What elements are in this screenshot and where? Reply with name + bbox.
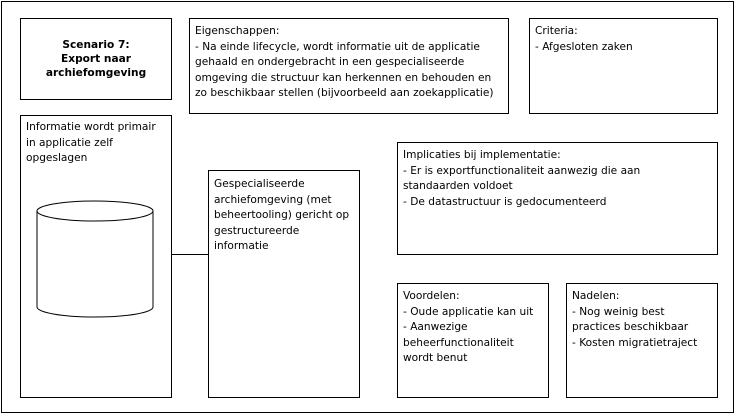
nadelen-box [566, 283, 718, 398]
implicaties-box [397, 142, 718, 255]
criteria-box [529, 18, 718, 114]
scenario-title-box [20, 18, 172, 100]
informatie-line-1: Informatie wordt primair [26, 121, 156, 133]
voordelen-line-4: wordt benut [403, 352, 468, 364]
eigenschappen-box [189, 18, 509, 114]
eigenschappen-line-2: gehaald en ondergebracht in een gespecialiseerde [195, 56, 465, 68]
voordelen-box [397, 283, 549, 398]
scenario-title-line-2: Export naar [61, 53, 131, 65]
archiefomgeving-line-1: Gespecialiseerde [214, 178, 305, 190]
implicaties-line-1: - Er is exportfunctionaliteit aanwezig die aan [403, 164, 641, 177]
voordelen-line-3: beheerfunctionaliteit [403, 336, 514, 349]
criteria-line-1: - Afgesloten zaken [535, 40, 633, 53]
archiefomgeving-box [208, 170, 360, 398]
scenario-title-line-3: archiefomgeving [45, 67, 147, 79]
criteria-heading: Criteria: [535, 25, 578, 37]
scenario-title-line-1: Scenario 7: [62, 39, 130, 51]
voordelen-line-2: - Aanwezige [403, 321, 468, 333]
implicaties-line-2: standaarden voldoet [403, 180, 513, 192]
eigenschappen-line-3: omgeving die structuur kan herkennen en behouden en [195, 71, 492, 84]
nadelen-heading: Nadelen: [572, 290, 620, 302]
archiefomgeving-line-4: gestructureerde [214, 224, 300, 237]
implicaties-heading: Implicaties bij implementatie: [403, 149, 561, 161]
nadelen-line-2: practices beschikbaar [572, 321, 689, 333]
informatie-line-3: opgeslagen [26, 152, 88, 164]
implicaties-line-3: - De datastructuur is gedocumenteerd [403, 195, 607, 208]
voordelen-line-1: - Oude applicatie kan uit [403, 305, 534, 318]
database-cylinder-icon [35, 199, 157, 321]
eigenschappen-heading: Eigenschappen: [195, 25, 280, 37]
archiefomgeving-line-5: informatie [214, 240, 269, 252]
voordelen-heading: Voordelen: [403, 290, 460, 302]
nadelen-line-1: - Nog weinig best [572, 305, 665, 318]
nadelen-line-3: - Kosten migratietraject [572, 336, 698, 349]
archiefomgeving-line-3: beheertooling) gericht op [214, 209, 350, 221]
eigenschappen-line-1: - Na einde lifecycle, wordt informatie uit de applicatie [195, 40, 480, 53]
eigenschappen-line-4: zo beschikbaar stellen (bijvoorbeeld aan zoekapplicatie) [195, 87, 494, 99]
connector-line [171, 254, 209, 255]
archiefomgeving-line-2: archiefomgeving (met [214, 193, 332, 206]
informatie-line-2: in applicatie zelf [26, 136, 113, 149]
